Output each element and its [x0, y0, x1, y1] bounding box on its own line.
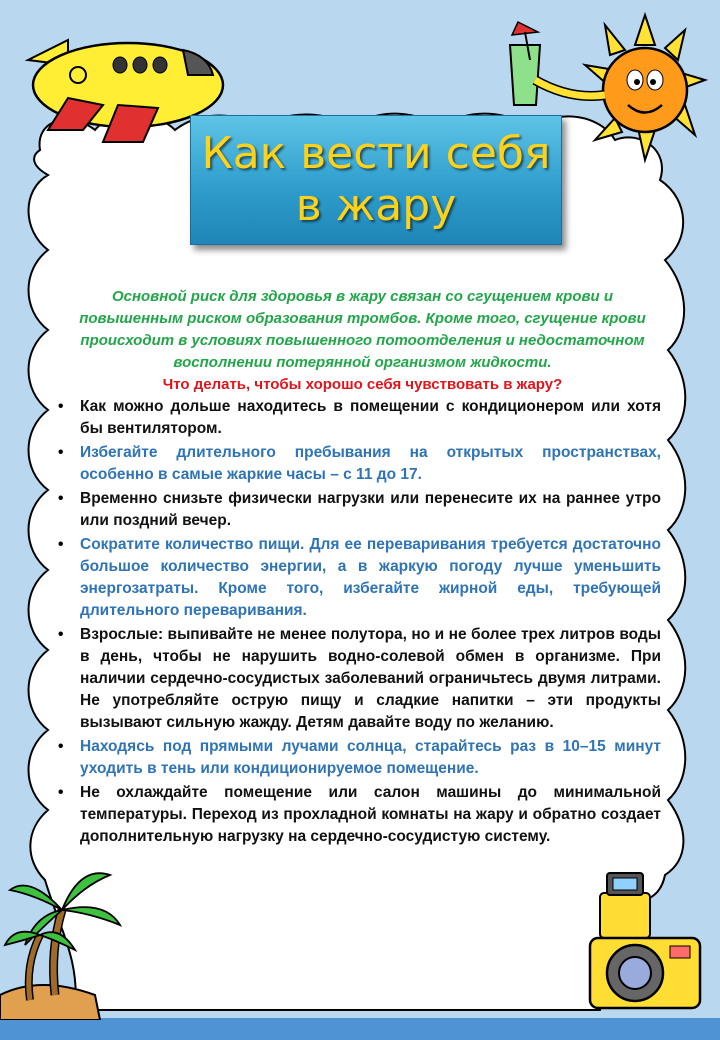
tip-text: Не охлаждайте помещение или салон машины до минимальной температуры. Переход из прохладной комнаты на жару и обратно создает дополнительную нагрузку на сердечно-сосудистую систему. [80, 784, 661, 845]
tip-text: Находясь под прямыми лучами солнца, старайтесь раз в 10–15 минут уходить в тень или кондиционируемое помещение. [80, 738, 661, 777]
question-heading: Что делать, чтобы хорошо себя чувствовать в жару? [162, 376, 563, 393]
tip-text: Взрослые: выпивайте не менее полутора, но и не более трех литров воды в день, чтобы не нарушить водно-солевой обмен в организме. При наличии сердечно-сосудистых заболеваний ограничьтесь двумя литрами. Не употребляйте острую пищу и сладкие напитки – эти продукты вызывают сильную жажду. Детям давайте воду по желанию. [80, 626, 661, 731]
tip-item [55, 442, 661, 486]
tip-text: Сократите количество пищи. Для ее переваривания требуется достаточно большое количество энергии, а в жаркую погоду лучше уменьшить энергозатраты. Кроме того, избегайте жирной еды, требующей длительного переваривания. [80, 536, 661, 619]
intro-paragraph: Основной риск для здоровья в жару связан со сгущением крови и повышенным риском образования тромбов. Кроме того, сгущение крови происходит в условиях повышенного потоотделения и недостаточном восполнении потерянной организмом жидкости. [79, 288, 646, 371]
camera-icon [585, 868, 705, 1018]
page-title-line-2: в жару [295, 180, 457, 231]
tip-item [55, 736, 661, 780]
tip-item [55, 534, 661, 622]
tip-text: Временно снизьте физически нагрузки или перенесите их на раннее утро или поздний вечер. [80, 490, 661, 529]
tip-item [55, 396, 661, 440]
tip-item [55, 488, 661, 532]
bullet-icon: • [58, 626, 64, 643]
palm-island-icon [0, 855, 130, 1020]
page-title-line-1: Как вести себя [201, 128, 551, 179]
bullet-icon: • [58, 738, 64, 755]
bottom-stripe [0, 1018, 720, 1040]
bullet-icon: • [58, 444, 64, 461]
tip-item [55, 782, 661, 848]
bullet-icon: • [58, 784, 64, 801]
tip-text: Избегайте длительного пребывания на открытых пространствах, особенно в самые жаркие часы – с 11 до 17. [80, 444, 661, 483]
bullet-icon: • [58, 490, 64, 507]
title-box [190, 115, 562, 245]
tip-item [55, 624, 661, 734]
bullet-icon: • [58, 398, 64, 415]
bullet-icon: • [58, 536, 64, 553]
tip-text: Как можно дольше находитесь в помещении с кондиционером или хотя бы вентилятором. [80, 398, 661, 437]
tips-list [55, 396, 661, 850]
